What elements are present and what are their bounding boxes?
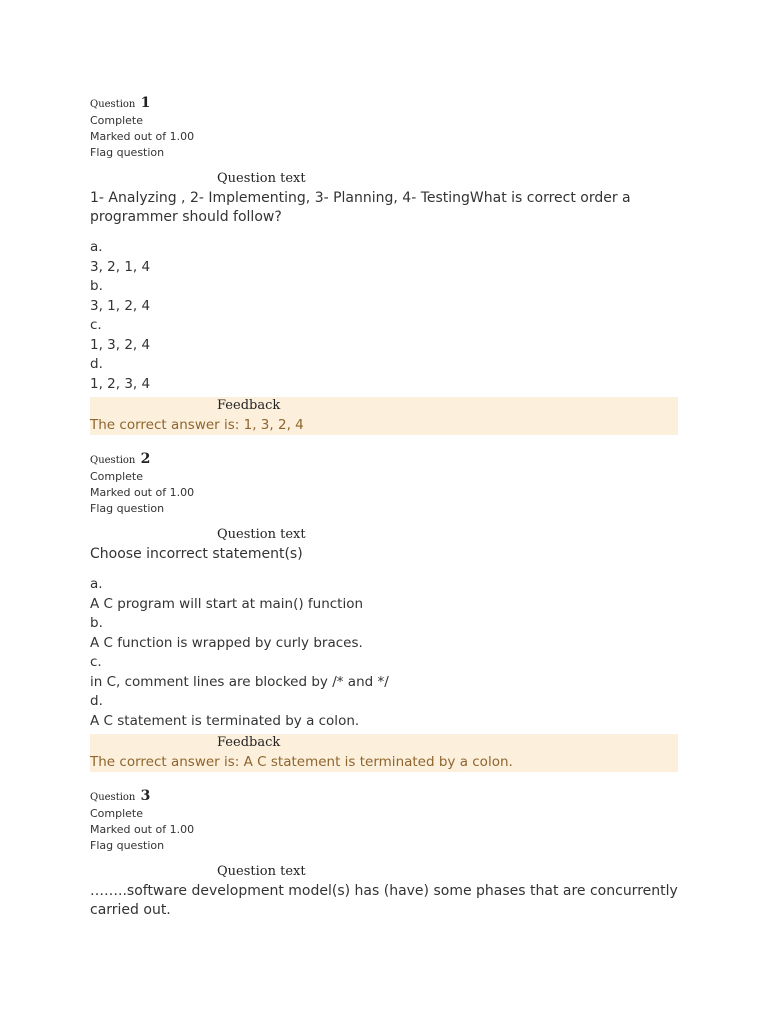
question-label: Question [90, 455, 136, 466]
question-state: Complete [90, 114, 144, 127]
question-number: 1 [140, 95, 151, 111]
option-letter: a. [90, 576, 103, 592]
option-letter: d. [90, 356, 103, 372]
quiz-review-page [90, 93, 678, 920]
question-1 [90, 93, 678, 435]
question-2 [90, 449, 678, 772]
question-number: 2 [140, 451, 151, 467]
question-state: Complete [90, 807, 144, 820]
question-heading [90, 786, 678, 806]
question-3 [90, 786, 678, 920]
question-grade: Marked out of 1.00 [90, 486, 195, 499]
feedback-box [90, 397, 678, 435]
option-letter: a. [90, 239, 103, 255]
question-label: Question [90, 792, 136, 803]
option-text: A C statement is terminated by a colon. [90, 712, 360, 729]
answer-list [90, 575, 678, 731]
option-text: 1, 2, 3, 4 [90, 375, 151, 392]
option-text: A C program will start at main() function [90, 595, 364, 612]
flag-question-link[interactable]: Flag question [90, 502, 165, 515]
flag-question-link[interactable]: Flag question [90, 839, 165, 852]
option-letter: b. [90, 278, 103, 294]
option-letter: b. [90, 615, 103, 631]
question-grade: Marked out of 1.00 [90, 823, 195, 836]
feedback-text: The correct answer is: A C statement is terminated by a colon. [90, 754, 513, 770]
question-text-label: Question text [217, 864, 306, 879]
question-label: Question [90, 99, 136, 110]
option-text: 3, 2, 1, 4 [90, 258, 151, 275]
feedback-label: Feedback [217, 398, 281, 413]
question-state: Complete [90, 470, 144, 483]
question-number: 3 [140, 788, 151, 804]
option-text: 1, 3, 2, 4 [90, 336, 151, 353]
question-grade: Marked out of 1.00 [90, 130, 195, 143]
option-letter: c. [90, 654, 102, 670]
question-prompt: ……..software development model(s) has (have) some phases that are concurrently carried out. [90, 883, 678, 918]
option-letter: d. [90, 693, 103, 709]
question-heading [90, 449, 678, 469]
option-letter: c. [90, 317, 102, 333]
feedback-box [90, 734, 678, 772]
question-text-label: Question text [217, 527, 306, 542]
question-text-label: Question text [217, 171, 306, 186]
feedback-text: The correct answer is: 1, 3, 2, 4 [90, 417, 304, 433]
question-heading [90, 93, 678, 113]
question-prompt: 1- Analyzing , 2- Implementing, 3- Planning, 4- TestingWhat is correct order a programmer should follow? [90, 190, 631, 225]
question-prompt: Choose incorrect statement(s) [90, 546, 303, 562]
option-text: 3, 1, 2, 4 [90, 297, 151, 314]
flag-question-link[interactable]: Flag question [90, 146, 165, 159]
answer-list [90, 238, 678, 394]
option-text: in C, comment lines are blocked by /* and */ [90, 673, 389, 690]
option-text: A C function is wrapped by curly braces. [90, 634, 363, 651]
feedback-label: Feedback [217, 735, 281, 750]
